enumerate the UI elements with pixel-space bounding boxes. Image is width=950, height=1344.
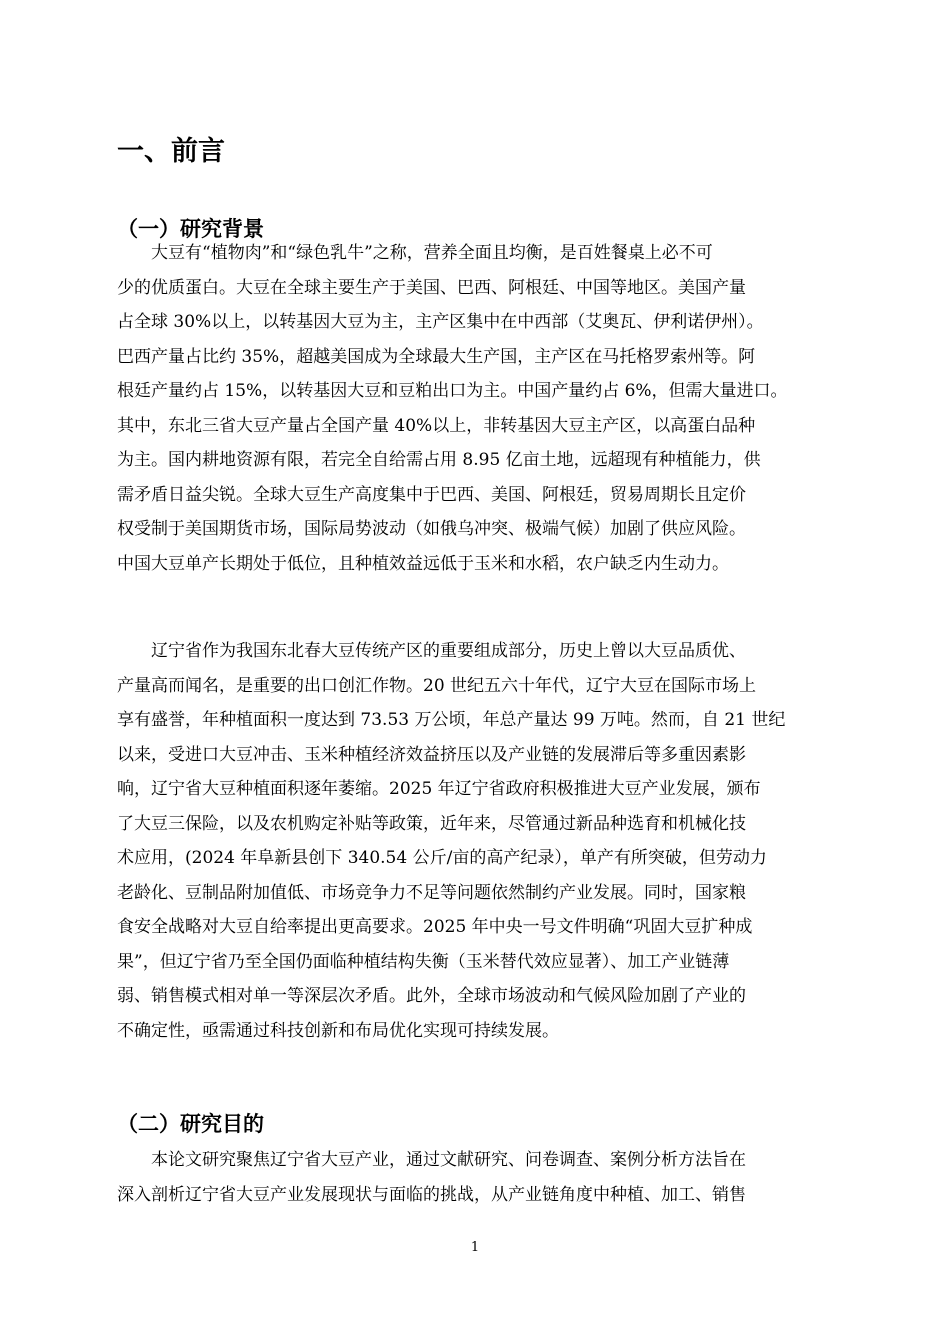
- text-line: 本论文研究聚焦辽宁省大豆产业，通过文献研究、问卷调查、案例分析方法旨在: [151, 1150, 746, 1170]
- text-line: 以来，受进口大豆冲击、玉米种植经济效益挤压以及产业链的发展滞后等多重因素影: [117, 744, 746, 765]
- chapter-heading: 一、前言: [117, 136, 225, 167]
- page-number: 1: [470, 1240, 480, 1255]
- purpose-paragraph-1: [117, 1143, 833, 1212]
- text-line: 享有盛誉，年种植面积一度达到 73.53 万公顷，年总产量达 99 万吨。然而，自 21 世纪: [117, 710, 786, 730]
- text-line: 果”，但辽宁省乃至全国仍面临种植结构失衡（玉米替代效应显著）、加工产业链薄: [117, 951, 730, 972]
- text-line: 术应用，(2024 年阜新县创下 340.54 公斤/亩的高产纪录），单产有所突破，但劳动力: [117, 848, 767, 868]
- text-line: 响，辽宁省大豆种植面积逐年萎缩。2025 年辽宁省政府积极推进大豆产业发展，颁布: [117, 779, 761, 799]
- text-line: 需矛盾日益尖锐。全球大豆生产高度集中于巴西、美国、阿根廷，贸易周期长且定价: [117, 484, 746, 505]
- text-line: 弱、销售模式相对单一等深层次矛盾。此外，全球市场波动和气候风险加剧了产业的: [117, 986, 746, 1006]
- background-paragraph-2: [117, 634, 833, 1048]
- text-line: 少的优质蛋白。大豆在全球主要生产于美国、巴西、阿根廷、中国等地区。美国产量: [117, 277, 746, 298]
- text-line: 占全球 30%以上，以转基因大豆为主，主产区集中在中西部（艾奥瓦、伊利诺伊州）。: [117, 312, 764, 332]
- section-title-background: （一）研究背景: [117, 217, 264, 241]
- text-line: 辽宁省作为我国东北春大豆传统产区的重要组成部分，历史上曾以大豆品质优、: [151, 641, 746, 661]
- background-paragraph-1: [117, 236, 833, 581]
- text-line: 为主。国内耕地资源有限，若完全自给需占用 8.95 亿亩土地，远超现有种植能力，供: [117, 450, 761, 470]
- text-line: 不确定性，亟需通过科技创新和布局优化实现可持续发展。: [117, 1020, 559, 1041]
- text-line: 中国大豆单产长期处于低位，且种植效益远低于玉米和水稻，农户缺乏内生动力。: [117, 553, 729, 574]
- text-line: 深入剖析辽宁省大豆产业发展现状与面临的挑战，从产业链角度中种植、加工、销售: [117, 1184, 746, 1205]
- text-line: 其中，东北三省大豆产量占全国产量 40%以上，非转基因大豆主产区，以高蛋白品种: [117, 415, 756, 436]
- text-line: 食安全战略对大豆自给率提出更高要求。2025 年中央一号文件明确“巩固大豆扩种成: [117, 917, 753, 937]
- text-line: 巴西产量占比约 35%，超越美国成为全球最大生产国，主产区在马托格罗索州等。阿: [117, 346, 756, 367]
- text-line: 老龄化、豆制品附加值低、市场竞争力不足等问题依然制约产业发展。同时，国家粮: [117, 882, 746, 903]
- text-line: 权受制于美国期货市场，国际局势波动（如俄乌冲突、极端气候）加剧了供应风险。: [117, 519, 746, 539]
- section-title-purpose: （二）研究目的: [117, 1112, 264, 1136]
- text-line: 根廷产量约占 15%，以转基因大豆和豆粕出口为主。中国产量约占 6%，但需大量进口。: [117, 381, 788, 401]
- text-line: 产量高而闻名，是重要的出口创汇作物。20 世纪五六十年代，辽宁大豆在国际市场上: [117, 675, 757, 696]
- text-line: 大豆有“植物肉”和“绿色乳牛”之称，营养全面且均衡，是百姓餐桌上必不可: [151, 243, 713, 263]
- text-line: 了大豆三保险，以及农机购定补贴等政策，近年来，尽管通过新品种选育和机械化技: [117, 813, 746, 834]
